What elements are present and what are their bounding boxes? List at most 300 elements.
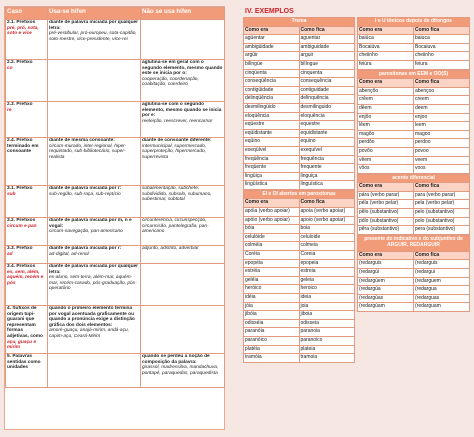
como-era-cell: jibóia [244, 311, 300, 320]
como-fica-cell: veem [414, 156, 470, 165]
usa-hifen-cell [48, 218, 141, 246]
como-era-cell: lêem [358, 122, 414, 131]
header-como-fica: Como fica [299, 26, 355, 35]
caso-label: 2.3. Prefixo [7, 102, 33, 107]
como-era-cell: péla (verbo pelar) [358, 200, 414, 209]
caso-label: 3.3. Prefixo [7, 246, 33, 251]
como-fica-cell: apoio (verbo apoiar) [299, 216, 355, 225]
ei-oi-table [243, 190, 355, 363]
como-era-cell: bilíngüe [244, 60, 300, 69]
caso-label: 3.4. Prefixos [7, 264, 36, 269]
nao-examples: girassol, madressilva, mandachuva, pontapé, paraquedas, paraquedista [142, 365, 219, 376]
como-era-cell: delinqüência [244, 95, 300, 104]
header-como-fica: Como fica [414, 26, 470, 35]
caso-cell [6, 20, 48, 60]
como-era-cell: cheiinho [358, 52, 414, 61]
como-era-cell: pára (verbo parar) [358, 191, 414, 200]
como-fica-cell: tramoia [299, 354, 355, 363]
table-row [244, 276, 355, 285]
table-row [244, 86, 355, 95]
como-fica-cell: Bocaiuva [414, 43, 470, 52]
como-fica-cell: voos [414, 165, 470, 174]
nao-usa-hifen-cell [141, 60, 225, 102]
table-row [6, 264, 225, 306]
section-title: Trema [244, 18, 355, 27]
como-era-cell: argüir [244, 52, 300, 61]
subheader-row [244, 26, 355, 35]
como-fica-cell: equidistante [299, 129, 355, 138]
band-row [358, 235, 470, 251]
como-fica-cell: arguir [299, 52, 355, 61]
como-era-cell: lingüiça [244, 172, 300, 181]
como-fica-cell: pelo (substantivo) [414, 209, 470, 218]
como-era-cell: conseqüência [244, 78, 300, 87]
nao-usa-hifen-cell [141, 306, 225, 354]
usa-hifen-cell [48, 20, 141, 60]
table-row [244, 268, 355, 277]
como-era-cell: eqüino [244, 138, 300, 147]
como-era-cell: crêem [358, 96, 414, 105]
caso-prefixes: sub [7, 191, 16, 197]
caso-cell [6, 186, 48, 218]
caso-cell [6, 306, 48, 354]
band-row [358, 70, 470, 79]
usa-rule: diante de palavra iniciada por r: [49, 246, 122, 251]
table-row [244, 208, 355, 217]
header-como-era: Como era [358, 251, 414, 260]
usa-hifen-cell [48, 138, 141, 186]
usa-hifen-cell [48, 60, 141, 102]
como-era-cell: vôos [358, 165, 414, 174]
nao-usa-hifen-cell [141, 138, 225, 186]
table-row [358, 122, 470, 131]
subheader-row [244, 199, 355, 208]
caso-prefixes: circum e pan [7, 223, 37, 229]
como-fica-cell: aguentar [299, 35, 355, 44]
nao-rule: aglutina-se em geral com o segundo elemento, mesmo quando este se inicia por o: [142, 60, 223, 77]
table-row [244, 345, 355, 354]
como-era-cell: (redargúam [358, 303, 414, 312]
nao-examples: reeleição, reescrever, reencarnar [142, 118, 213, 124]
como-fica-cell: leem [414, 122, 470, 131]
como-fica-cell: equino [299, 138, 355, 147]
header-nao-usa-hifen: Não se usa hífen [141, 8, 225, 20]
caso-cell [6, 354, 48, 388]
usa-examples: circum-murado, inter-regional, hiper-requintado, sub-bibliotecário, super-realista [49, 143, 127, 160]
table-row [358, 43, 470, 52]
table-row [244, 52, 355, 61]
table-row [6, 306, 225, 354]
como-fica-cell: polo (substantivo) [414, 217, 470, 226]
como-era-cell: cinqüenta [244, 69, 300, 78]
band-row [244, 190, 355, 199]
table-row [358, 226, 470, 235]
como-era-cell: paranóia [244, 328, 300, 337]
como-era-cell: celulóide [244, 233, 300, 242]
table-row [358, 200, 470, 209]
caso-label: 5. Palavras sentidas como unidades [7, 354, 41, 371]
table-row [244, 69, 355, 78]
subheader-row [358, 26, 470, 35]
header-como-era: Como era [244, 199, 300, 208]
table-row [244, 181, 355, 190]
table-row [358, 294, 470, 303]
nao-examples: subalimentação, subchefe, subdividido, subsolo, subumano, subestimar, subtotal [142, 186, 212, 203]
como-era-cell: tramóia [244, 354, 300, 363]
table-row [244, 78, 355, 87]
header-como-fica: Como fica [414, 79, 470, 88]
como-era-cell: paranóico [244, 336, 300, 345]
como-era-cell: epopéia [244, 259, 300, 268]
como-era-cell: (redargúas [358, 294, 414, 303]
table-row [244, 233, 355, 242]
caso-prefixes: ad [7, 251, 13, 257]
nao-usa-hifen-cell [141, 218, 225, 246]
como-fica-cell: joia [299, 302, 355, 311]
usa-examples: ex-aluno, sem-terra, além-mar, aquém-mar, recém-casado, pós-graduação, pós-operatório [49, 275, 137, 292]
table-row [244, 60, 355, 69]
table-row [358, 104, 470, 113]
usa-rule: diante de palavra iniciada por qualquer letra: [49, 264, 139, 275]
caso-cell [6, 264, 48, 306]
como-fica-cell: baiuca [414, 35, 470, 44]
nao-usa-hifen-cell [141, 186, 225, 218]
table-row [244, 311, 355, 320]
como-fica-cell: boia [299, 225, 355, 234]
eem-table [357, 70, 470, 174]
table-row [358, 191, 470, 200]
nao-usa-hifen-cell [141, 20, 225, 60]
table-row [358, 303, 470, 312]
header-como-era: Como era [358, 26, 414, 35]
como-fica-cell: consequência [299, 78, 355, 87]
como-fica-cell: pera (substantivo) [414, 226, 470, 235]
table-row [244, 95, 355, 104]
usa-rule: quando o primeiro elemento termina por vogal acentuada graficamente ou quando a pronúncia exige a distinção gráfica dos dois elementos: [49, 306, 135, 328]
como-era-cell: jóia [244, 302, 300, 311]
table-row [6, 20, 225, 60]
caso-cell [6, 102, 48, 138]
nao-usa-hifen-cell [141, 102, 225, 138]
header-usa-hifen: Usa-se hífen [48, 8, 141, 20]
como-era-cell: (redargúi [358, 269, 414, 278]
caso-label: 2.4. Prefixo terminado em consoante [7, 138, 39, 155]
usa-rule: diante de palavra iniciada por qualquer letra: [49, 20, 139, 31]
table-header-row [6, 8, 225, 20]
como-era-cell: contigüidade [244, 86, 300, 95]
usa-hifen-cell [48, 186, 141, 218]
como-era-cell: agüentar [244, 35, 300, 44]
como-era-cell: baiúca [358, 35, 414, 44]
como-fica-cell: feiura [414, 60, 470, 69]
caso-label: 2.1. Prefixos [7, 20, 36, 25]
como-fica-cell: plateia [299, 345, 355, 354]
como-fica-cell: bilíngue [299, 60, 355, 69]
como-fica-cell: odisseia [299, 319, 355, 328]
table-row [6, 60, 225, 102]
table-row [6, 138, 225, 186]
table-row [244, 112, 355, 121]
como-fica-cell: eloquência [299, 112, 355, 121]
table-row [358, 260, 470, 269]
como-fica-cell: ambiguidade [299, 43, 355, 52]
header-como-fica: Como fica [414, 251, 470, 260]
caso-label: 3.2. Prefixos [7, 218, 36, 223]
subheader-row [358, 251, 470, 260]
caso-prefixes: pré, pró, sota, soto e vice [7, 25, 39, 37]
como-fica-cell: geleia [299, 276, 355, 285]
como-era-cell: colméia [244, 242, 300, 251]
usa-rule: diante de palavra iniciada por r: [49, 186, 122, 191]
como-fica-cell: (redargui [414, 269, 470, 278]
como-era-cell: (redargúa [358, 286, 414, 295]
caso-label: 4. Sufixos de origem tupi-guarani que representam formas adjetivas, como [7, 306, 43, 339]
caso-prefixes: co [7, 65, 13, 71]
como-fica-cell: (redarguam [414, 303, 470, 312]
como-era-cell: enjôo [358, 113, 414, 122]
usa-rule: diante de mesma consoante: [49, 138, 115, 143]
band-row [244, 18, 355, 27]
examples-panel [243, 6, 470, 430]
table-row [244, 35, 355, 44]
como-era-cell: (redargúem [358, 277, 414, 286]
como-era-cell: desmilingüido [244, 103, 300, 112]
table-row [358, 139, 470, 148]
como-fica-cell: cinquenta [299, 69, 355, 78]
examples-col-right [357, 17, 470, 312]
como-era-cell: ambigüidade [244, 43, 300, 52]
nao-examples: adjunto, adstrito, adverbial [142, 246, 199, 251]
header-como-fica: Como fica [299, 199, 355, 208]
como-fica-cell: magoo [414, 130, 470, 139]
como-era-cell: abençôo [358, 87, 414, 96]
usa-rule: diante de palavra iniciada por m, n e vogal: [49, 218, 132, 229]
nao-rule: aglutina-se com o segundo elemento, mesmo quando se inicia por e: [142, 102, 222, 119]
como-fica-cell: creem [414, 96, 470, 105]
como-era-cell: estréia [244, 268, 300, 277]
header-como-fica: Como fica [414, 183, 470, 192]
como-fica-cell: epopeia [299, 259, 355, 268]
table-row [358, 156, 470, 165]
acento-table [357, 174, 470, 235]
header-como-era: Como era [244, 26, 300, 35]
como-fica-cell: jiboia [299, 311, 355, 320]
table-row [244, 302, 355, 311]
table-row [244, 121, 355, 130]
caso-label: 3.1. Prefixo [7, 186, 33, 191]
header-como-era: Como era [358, 79, 414, 88]
como-fica-cell: colmeia [299, 242, 355, 251]
como-era-cell: magôo [358, 130, 414, 139]
como-fica-cell: Coreia [299, 251, 355, 260]
caso-prefixes: açu, guaçu e mirim [7, 339, 37, 351]
como-era-cell: bóia [244, 225, 300, 234]
table-row [6, 186, 225, 218]
caso-cell [6, 218, 48, 246]
subheader-row [358, 183, 470, 192]
section-title: acento diferencial [358, 174, 470, 183]
usa-hifen-cell [48, 264, 141, 306]
como-fica-cell: linguística [299, 181, 355, 190]
como-fica-cell: pela (verbo pelar) [414, 200, 470, 209]
como-era-cell: freqüente [244, 164, 300, 173]
nao-usa-hifen-cell [141, 354, 225, 388]
table-row [244, 155, 355, 164]
table-row [6, 246, 225, 264]
como-fica-cell: (redargua [414, 286, 470, 295]
band-row [358, 18, 470, 27]
nao-rule: quando se perdeu a noção de composição da palavra: [142, 354, 210, 365]
section-title: presente do indicativo e do subjuntivo de ARGUIR, REDARGUIR [358, 235, 470, 251]
table-row [244, 251, 355, 260]
como-fica-cell: celuloide [299, 233, 355, 242]
como-era-cell: pólo (substantivo) [358, 217, 414, 226]
como-fica-cell: equestre [299, 121, 355, 130]
como-fica-cell: estreia [299, 268, 355, 277]
como-fica-cell: contiguidade [299, 86, 355, 95]
como-fica-cell: heroico [299, 285, 355, 294]
como-fica-cell: perdoo [414, 139, 470, 148]
trema-table [243, 17, 355, 190]
table-row [244, 319, 355, 328]
como-era-cell: feiúra [358, 60, 414, 69]
table-row [244, 336, 355, 345]
caso-cell [6, 60, 48, 102]
como-fica-cell: enjoo [414, 113, 470, 122]
como-fica-cell: exequível [299, 146, 355, 155]
como-era-cell: geléia [244, 276, 300, 285]
nao-examples: intermunicipal, supermercado, superproteção, hipermercado, superrevista [142, 143, 207, 160]
table-row [244, 294, 355, 303]
como-fica-cell: delinquência [299, 95, 355, 104]
nao-examples: cooperação, coordenação, coabitação, coerdeiro [142, 76, 199, 88]
table-row [358, 165, 470, 174]
como-era-cell: (redarguis [358, 260, 414, 269]
caso-cell [6, 246, 48, 264]
como-fica-cell: para (verbo parar) [414, 191, 470, 200]
como-era-cell: heróico [244, 285, 300, 294]
section-title: I e U tônicos depois de ditongos [358, 18, 470, 27]
usa-examples: amoré-guaçu, anajá-mirim, andá-açu, capim-açu, Ceará-Mirim [49, 328, 129, 339]
table-row [358, 209, 470, 218]
band-row [358, 174, 470, 183]
nao-usa-hifen-cell [141, 264, 225, 306]
nao-rule: diante de consoante diferente: [142, 138, 212, 143]
examples-title: IV. EXEMPLOS [245, 8, 294, 15]
section-title: paroxítonas em ÊEM e ÔO(S) [358, 70, 470, 79]
table-row [358, 60, 470, 69]
usa-examples: ad-digital, ad-renal [49, 251, 89, 257]
como-era-cell: eqüestre [244, 121, 300, 130]
arguir-table [357, 235, 470, 312]
table-row [244, 285, 355, 294]
nao-usa-hifen-cell [141, 246, 225, 264]
como-era-cell: lingüística [244, 181, 300, 190]
como-era-cell: pêlo (substantivo) [358, 209, 414, 218]
como-era-cell: odisséia [244, 319, 300, 328]
ditongos-table [357, 17, 470, 70]
table-row [6, 218, 225, 246]
table-row [358, 87, 470, 96]
como-fica-cell: paranoia [299, 328, 355, 337]
subheader-row [358, 79, 470, 88]
como-era-cell: eqüidistante [244, 129, 300, 138]
caso-cell [6, 138, 48, 186]
como-fica-cell: paranoico [299, 336, 355, 345]
como-era-cell: vêem [358, 156, 414, 165]
table-row [358, 130, 470, 139]
caso-prefixes: ex, sem, além, aquém, recém e pós [7, 269, 44, 286]
header-como-era: Como era [358, 183, 414, 192]
table-row [244, 164, 355, 173]
nao-examples: circunferência, circunspecção, circuncisão, pantelegrafia, pan-americano [142, 218, 209, 235]
usa-hifen-cell [48, 354, 141, 388]
table-row [244, 242, 355, 251]
como-fica-cell: (redarguem [414, 277, 470, 286]
usa-hifen-cell [48, 102, 141, 138]
como-era-cell: platéia [244, 345, 300, 354]
como-era-cell: idéia [244, 294, 300, 303]
table-row [358, 96, 470, 105]
section-title: EI e OI abertos em paroxítonas [244, 190, 355, 199]
usa-examples: pré-vestibular, pró-europeu, sota-capitão, soto-mestre, vice-presidente, vice-rei [49, 31, 137, 42]
table-row [244, 103, 355, 112]
usa-examples: sub-região, sub-raça, sub-reptício [49, 191, 121, 197]
como-era-cell: perdôo [358, 139, 414, 148]
como-fica-cell: frequente [299, 164, 355, 173]
caso-label: 2.2. Prefixo [7, 60, 33, 65]
como-era-cell: apóia (verbo apoiar) [244, 208, 300, 217]
table-row [358, 52, 470, 61]
como-era-cell: freqüência [244, 155, 300, 164]
table-row [244, 216, 355, 225]
como-era-cell: exeqüível [244, 146, 300, 155]
table-row [358, 217, 470, 226]
como-era-cell: povôo [358, 147, 414, 156]
usa-hifen-cell [48, 246, 141, 264]
table-row [244, 138, 355, 147]
header-caso: Caso [6, 8, 48, 20]
table-row [244, 129, 355, 138]
table-row [244, 259, 355, 268]
como-fica-cell: apoia (verbo apoiar) [299, 208, 355, 217]
como-fica-cell: cheiinho [414, 52, 470, 61]
hyphen-rules-table [5, 7, 225, 388]
como-era-cell: pêra (substantivo) [358, 226, 414, 235]
como-era-cell: Bocaiúva [358, 43, 414, 52]
como-era-cell: apóio (verbo apoiar) [244, 216, 300, 225]
como-fica-cell: deem [414, 104, 470, 113]
table-row [358, 35, 470, 44]
como-era-cell: eloqüência [244, 112, 300, 121]
como-fica-cell: (redarguas [414, 294, 470, 303]
como-fica-cell: abençoo [414, 87, 470, 96]
como-era-cell: dêem [358, 104, 414, 113]
table-row [6, 102, 225, 138]
como-fica-cell: frequência [299, 155, 355, 164]
table-row [244, 225, 355, 234]
table-row [244, 328, 355, 337]
table-row [244, 172, 355, 181]
table-row [358, 269, 470, 278]
usa-examples: circum-navegação, pan-americano [49, 229, 123, 235]
table-row [358, 277, 470, 286]
como-fica-cell: ideia [299, 294, 355, 303]
examples-col-left [243, 17, 355, 363]
table-row [244, 146, 355, 155]
table-row [6, 354, 225, 388]
como-fica-cell: desmilinguido [299, 103, 355, 112]
